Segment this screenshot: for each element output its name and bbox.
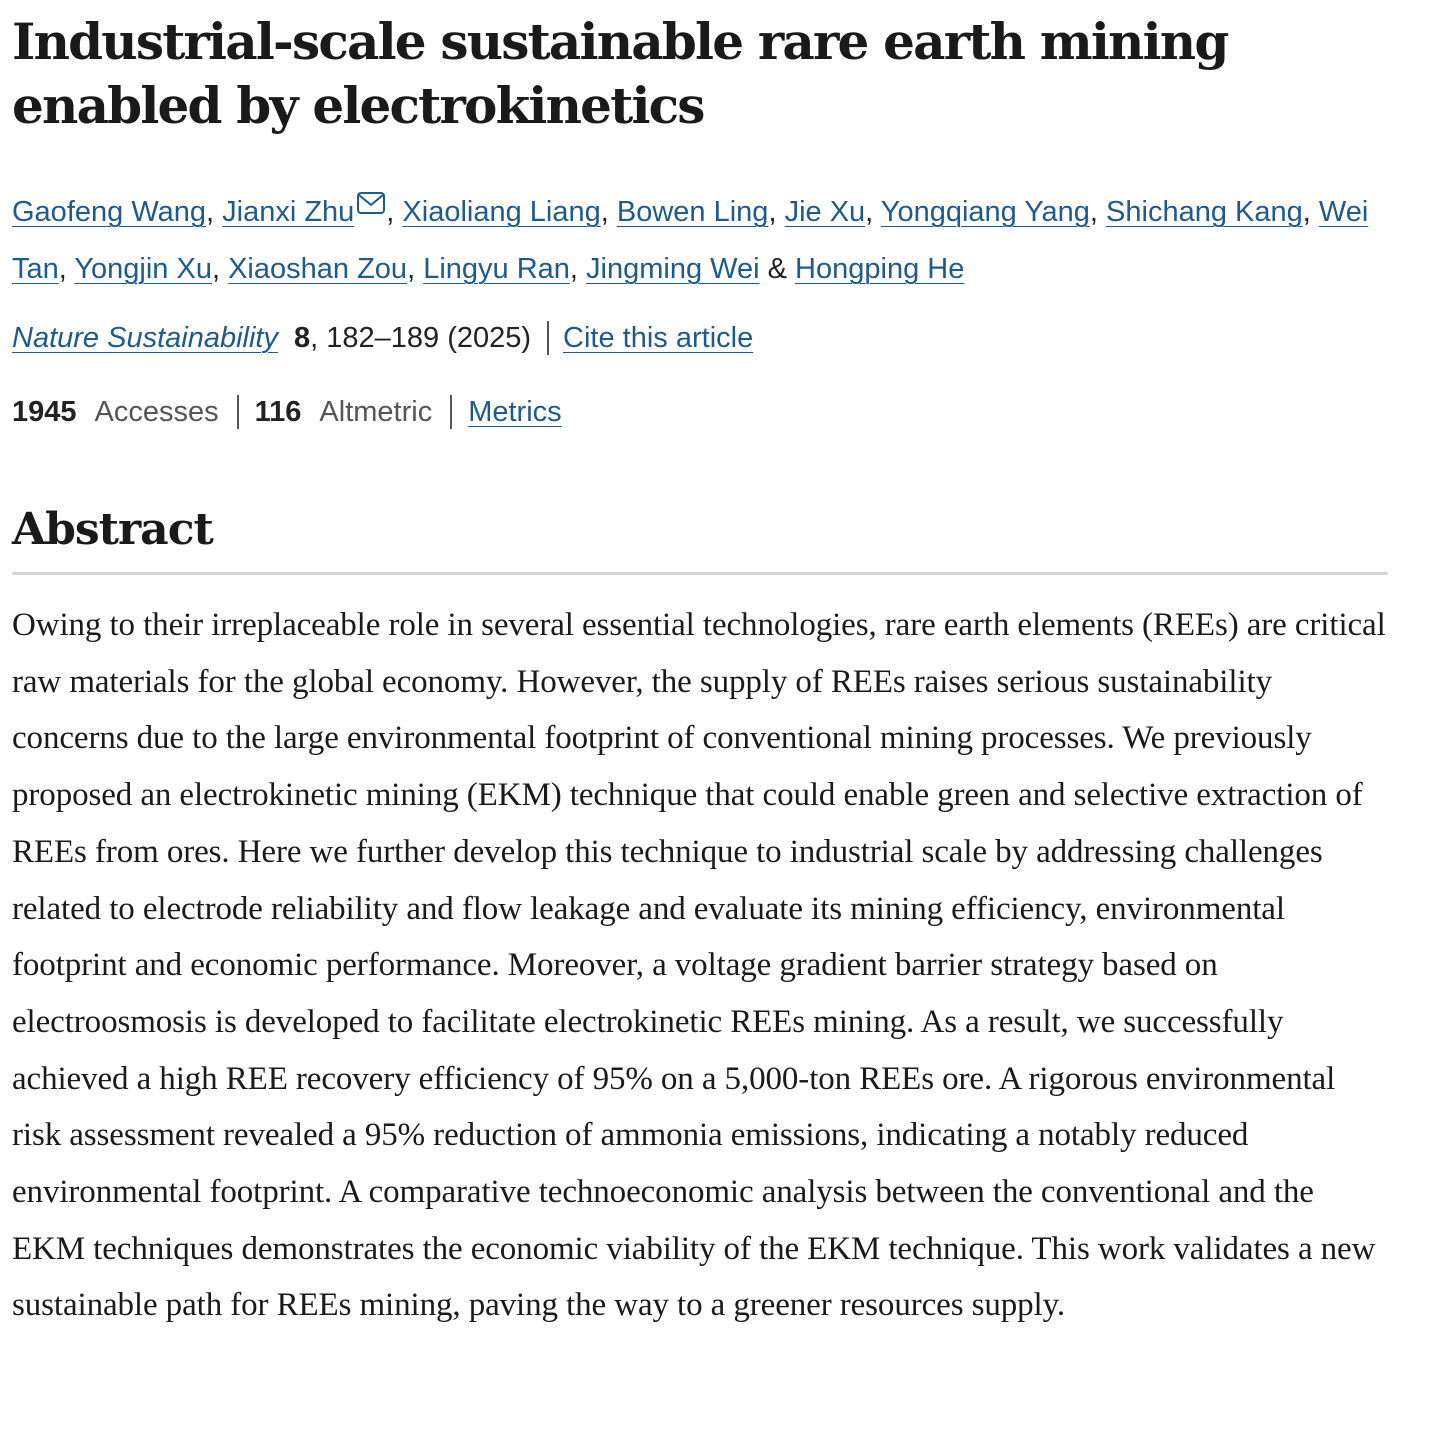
publication-info — [12, 318, 1392, 358]
accesses-label: Accesses — [94, 395, 219, 428]
pages-year: , 182–189 (2025) — [310, 321, 532, 354]
author-link[interactable]: Wei Tan — [12, 196, 1369, 285]
author-link[interactable]: Xiaoliang Liang — [402, 196, 601, 228]
altmetric-count: 116 — [254, 395, 302, 428]
author-link[interactable]: Yongjin Xu — [74, 253, 212, 285]
volume-number: 8 — [293, 321, 311, 354]
altmetric-label: Altmetric — [319, 395, 433, 428]
author-separator: , — [600, 196, 617, 228]
author-link[interactable]: Hongping He — [795, 253, 965, 285]
mail-icon[interactable] — [356, 178, 386, 235]
article-header — [12, 0, 1392, 1334]
author-link[interactable]: Xiaoshan Zou — [228, 253, 408, 285]
author-list — [12, 178, 1392, 298]
divider — [450, 395, 452, 429]
author-link[interactable]: Shichang Kang — [1106, 196, 1303, 228]
author-separator: , — [206, 196, 223, 228]
author-separator: , — [1302, 196, 1319, 228]
author-separator: & — [759, 253, 796, 285]
accesses-count: 1945 — [12, 395, 77, 428]
article-title: Industrial-scale sustainable rare earth mining enabled by electrokinetics — [12, 12, 1228, 135]
journal-link[interactable]: Nature Sustainability — [12, 321, 278, 354]
author-link[interactable]: Jianxi Zhu — [222, 196, 355, 228]
author-link[interactable]: Lingyu Ran — [423, 253, 570, 285]
author-separator: , — [1089, 196, 1107, 228]
author-link[interactable]: Jingming Wei — [586, 253, 760, 285]
author-separator: , — [386, 196, 403, 228]
cite-article-link[interactable]: Cite this article — [563, 321, 754, 354]
author-separator: , — [58, 253, 75, 285]
abstract-text: Owing to their irreplaceable role in several essential technologies, rare earth elements (REEs) are critical raw materials for the global economy. However, the supply of REEs raises serious sustainability concerns due to the large environmental footprint of conventional mining processes. We previously proposed an electrokinetic mining (EKM) technique that could enable green and selective extraction of REEs from ores. Here we further develop this technique to industrial scale by addressing challenges related to electrode reliability and flow leakage and evaluate its mining efficiency, environmental footprint and economic performance. Moreover, a voltage gradient barrier strategy based on electroosmosis is developed to facilitate electrokinetic REEs mining. As a result, we successfully achieved a high REE recovery efficiency of 95% on a 5,000-ton REEs ore. A rigorous environmental risk assessment revealed a 95% reduction of ammonia emissions, indicating a notably reduced environmental footprint. A comparative technoeconomic analysis between the conventional and the EKM techniques demonstrates the economic viability of the EKM technique. This work validates a new sustainable path for REEs mining, paving the way to a greener resources supply. — [12, 607, 1386, 1324]
divider — [547, 321, 549, 355]
author-link[interactable]: Yongqiang Yang — [880, 196, 1090, 228]
author-separator: , — [407, 253, 424, 285]
abstract-heading: Abstract — [12, 502, 1388, 575]
metrics-link[interactable]: Metrics — [468, 395, 562, 428]
article-metrics — [12, 392, 1392, 432]
author-separator: , — [768, 196, 785, 228]
author-separator: , — [865, 196, 881, 228]
author-separator: , — [211, 253, 229, 285]
author-link[interactable]: Gaofeng Wang — [12, 196, 206, 228]
author-link[interactable]: Jie Xu — [784, 196, 866, 228]
author-link[interactable]: Bowen Ling — [616, 196, 769, 228]
divider — [237, 395, 239, 429]
author-separator: , — [569, 253, 587, 285]
